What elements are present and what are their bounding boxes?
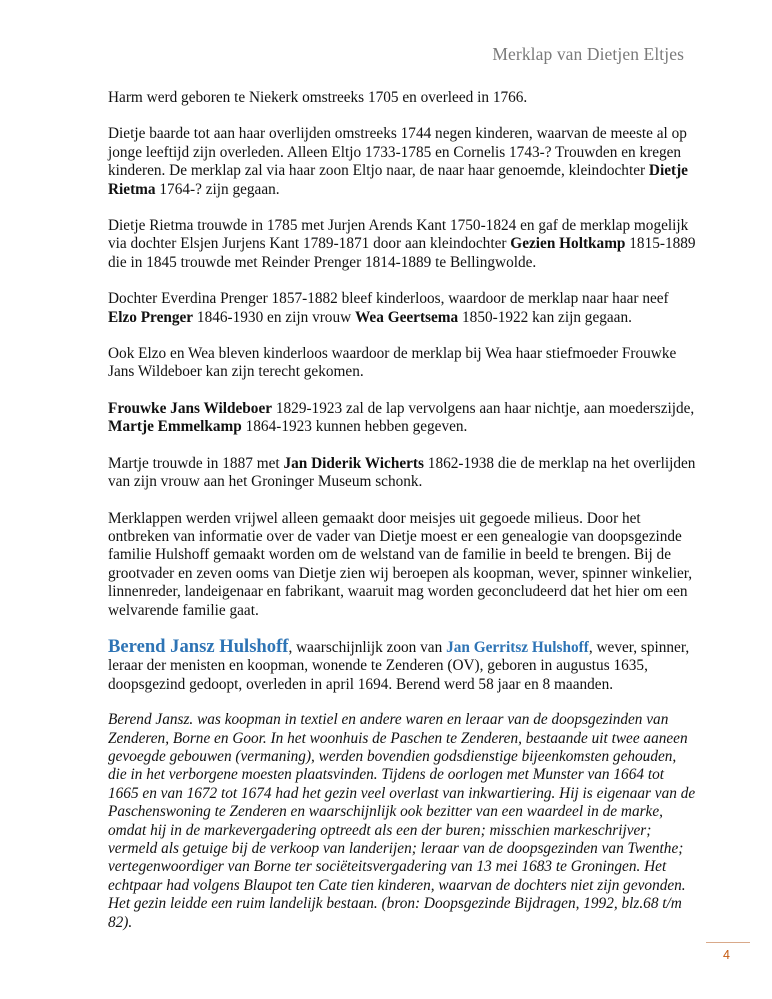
person-name: Wea Geertsema — [354, 308, 459, 326]
paragraph-everdina: Dochter Everdina Prenger 1857-1882 bleef kinderloos, waardoor de merklap naar haar neef Elzo Prenger 1846-1930 en zijn vrouw Wea Geertsema 1850-1922 kan zijn gegaan. — [108, 290, 669, 326]
person-name: Jan Diderik Wicherts — [283, 454, 424, 472]
paragraph-martje: Martje trouwde in 1887 met Jan Diderik Wicherts 1862-1938 die de merklap na het overlijden van zijn vrouw aan het Groninger Museum schonk. — [108, 454, 696, 491]
paragraph-harm: Harm werd geboren te Niekerk omstreeks 1705 en overleed in 1766. — [108, 89, 528, 106]
page-number: 4 — [723, 948, 730, 962]
father-name-link: Jan Gerritsz Hulshoff — [446, 638, 589, 656]
document-body — [108, 89, 696, 932]
berend-name-heading: Berend Jansz Hulshoff — [108, 635, 289, 657]
person-name: Martje Emmelkamp — [108, 418, 242, 436]
paragraph-berend-bio: Berend Jansz Hulshoff, waarschijnlijk zoon van Jan Gerritsz Hulshoff, wever, spinner, leraar der menisten en koopman, wonende te Zenderen (OV), geboren in augustus 1635, doopsgezind gedoopt, overleden in april 1694. Berend werd 58 jaar en 8 maanden. — [108, 635, 690, 693]
paragraph-dietje-rietma: Dietje Rietma trouwde in 1785 met Jurjen Arends Kant 1750-1824 en gaf de merklap mogelijk via dochter Elsjen Jurjens Kant 1789-1871 door aan kleindochter Gezien Holtkamp 1815-1889 die in 1845 trouwde met Reinder Prenger 1814-1889 te Bellingwolde. — [108, 217, 696, 271]
running-header: Merklap van Dietjen Eltjes — [492, 44, 684, 64]
person-name: Gezien Holtkamp — [510, 235, 626, 253]
paragraph-berend-quote: Berend Jansz. was koopman in textiel en andere waren en leraar van de doopsgezinden van Zenderen, Borne en Goor. In het woonhuis de Paschen te Zenderen, bestaande uit twee aaneen gevoegde gebouwen (vermaning), werden bovendien godsdienstige bijeenkomsten gehouden, die in het verborgene moesten plaatsvinden. Tijdens de oorlogen met Munster van 1664 tot 1665 en van 1672 tot 1674 had het gezin veel overlast van inkwartiering. Hij is eigenaar van de Paschenswoning te Zenderen en waarschijnlijk ook bezitter van een waardeel in de marke, omdat hij in de markevergadering optreedt als een der buren; misschien markeschrijver; vermeld als getuige bij de verkoop van landerijen; leraar van de doopsgezinden van Twenthe; vertegenwoordiger van Borne ter sociëteitsvergadering van 13 mei 1683 te Groningen. Het echtpaar had volgens Blaupot ten Cate tien kinderen, waarvan de dochters niet zijn gevonden. Het gezin leidde een ruim landelijk bestaan. (bron: Doopsgezinde Bijdragen, 1992, blz.68 t/m 82). — [108, 711, 696, 931]
paragraph-dietje-children: Dietje baarde tot aan haar overlijden omstreeks 1744 negen kinderen, waarvan de meeste al op jonge leeftijd zijn overleden. Alleen Eltjo 1733-1785 en Cornelis 1743-? Trouwden en kregen kinderen. De merklap zal via haar zoon Eltjo naar, de naar haar genoemde, kleindochter Dietje Rietma 1764-? zijn gegaan. — [108, 125, 688, 198]
paragraph-frouwke: Frouwke Jans Wildeboer 1829-1923 zal de lap vervolgens aan haar nichtje, aan moederszijde, Martje Emmelkamp 1864-1923 kunnen hebben gegeven. — [108, 399, 695, 436]
footer-divider — [706, 942, 750, 943]
person-name: Elzo Prenger — [108, 308, 194, 326]
paragraph-merklappen: Merklappen werden vrijwel alleen gemaakt door meisjes uit gegoede milieus. Door het ontbreken van informatie over de vader van Dietje moest er een genealogie van doopsgezinde familie Hulshoff gemaakt worden om de welstand van de familie in beeld te brengen. Bij de grootvader en zeven ooms van Dietje zien wij beroepen als koopman, wever, spinner winkelier, linnenreder, landeigenaar en fabrikant, waaruit mag worden geconcludeerd dat het hier om een welvarende familie gaat. — [108, 509, 693, 619]
paragraph-elzo-wea: Ook Elzo en Wea bleven kinderloos waardoor de merklap bij Wea haar stiefmoeder Frouwke Jans Wildeboer kan zijn terecht gekomen. — [108, 345, 677, 381]
person-name: Frouwke Jans Wildeboer — [108, 399, 273, 417]
person-name: Dietje Rietma — [108, 162, 688, 198]
